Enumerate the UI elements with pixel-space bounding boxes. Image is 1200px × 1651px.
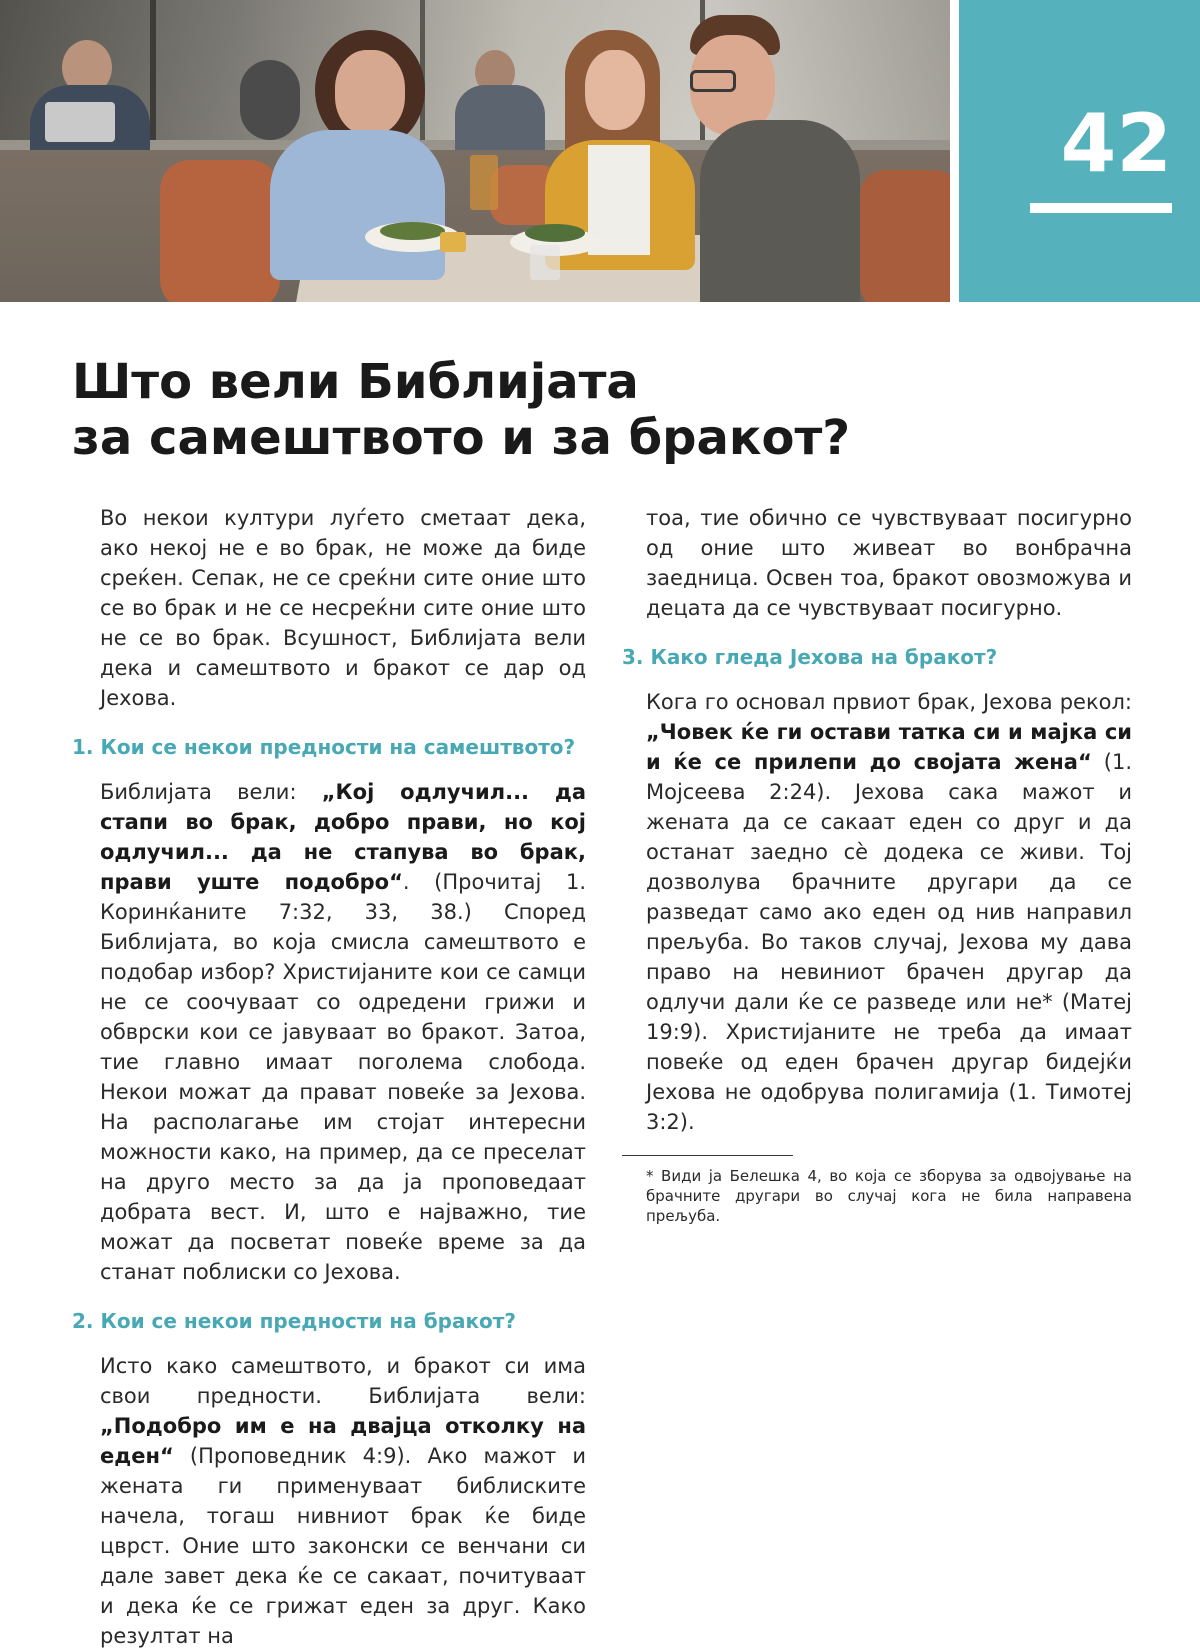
section-2-paragraph-continued: тоа, тие обично се чувствуваат посигурно од оние што живеат во вонбрачна заедница. Освен тоа, бракот овозможува и децата да се чувствуваат посигурно.: [646, 506, 1132, 620]
hero-photo: [0, 0, 950, 302]
section-1-text-before: Библијата вели:: [100, 780, 322, 804]
footnote: * Види ја Белешка 4, во која се зборува за одвојување на брачните другари во случај кога не била направена прељуба.: [646, 1167, 1132, 1225]
section-3-text-before: Кога го основал првиот брак, Јехова рекол:: [646, 690, 1132, 714]
section-3-paragraph: [646, 687, 1132, 1137]
section-2-paragraph: [100, 1351, 586, 1651]
intro-paragraph: Во некои култури луѓето сметаат дека, ако некој не е во брак, не може да биде среќен. Сепак, не се среќни сите оние што се во брак и не се несреќни сите оние што не се во брак. Всушност, Библијата вели дека и самештвото и бракот се дар од Јехова.: [100, 506, 586, 710]
section-3-text-after: (1. Мојсеева 2:24). Јехова сака мажот и жената да се сакаат еден со друг и да останат заедно сѐ додека се живи. Тој дозволува брачните другари да се разведат само ако еден од нив направил прељуба. Во таков случај, Јехова му дава право на невиниот брачен другар да одлучи дали ќе се разведе или не* (Матеј 19:9). Христијаните не треба да имаат повеќе од еден брачен другар бидејќи Јехова не одобрува полигамија (1. Тимотеј 3:2).: [646, 750, 1133, 1134]
question-1-heading: 1. Кои се некои предности на самештвото?: [72, 735, 576, 759]
section-2-scripture-quote: „Подобро им е на двајца отколку на еден“: [100, 1414, 586, 1468]
page-title-line-1: Што вели Библијата: [72, 354, 639, 410]
section-2-text-before: Исто како самештвото, и бракот си има свои предности. Библијата вели:: [100, 1354, 586, 1408]
section-2-text-after: (Проповедник 4:9). Ако мажот и жената ги применуваат библиските начела, тогаш нивниот брак ќе биде цврст. Оние што законски се венчани си дале завет дека ќе се сакаат, почитуваат и дека ќе се грижат еден за друг. Како резултат на: [100, 1444, 586, 1648]
section-1-scripture-quote: „Кој одлучил... да стапи во брак, добро прави, но кој одлучил... да не стапува во брак, прави уште подобро“: [100, 780, 586, 894]
section-1-paragraph: [100, 777, 586, 1287]
section-1-text-after: . (Прочитај 1. Коринќаните 7:32, 33, 38.) Според Библијата, во која смисла самештвото е подобар избор? Христијаните кои се самци не се соочуваат со одредени грижи и обврски кои се јавуваат во бракот. Затоа, тие главно имаат поголема слобода. Некои можат да прават повеќе за Јехова. На располагање им стојат интересни можности како, на пример, да се преселат на друго место за да ја проповедаат добрата вест. И, што е најважно, тие можат да посветат повеќе време за да станат поблиски со Јехова.: [100, 870, 586, 1284]
section-3-scripture-quote: „Човек ќе ги остави татка си и мајка си и ќе се прилепи до својата жена“: [646, 720, 1132, 774]
chapter-number: 42: [1060, 97, 1172, 190]
page-title: [72, 354, 892, 466]
question-2-heading: 2. Кои се некои предности на бракот?: [72, 1309, 516, 1333]
right-column: [622, 503, 1133, 1226]
chapter-number-box: [959, 0, 1200, 302]
left-column: [72, 503, 586, 1651]
question-3-heading: 3. Како гледа Јехова на бракот?: [622, 645, 998, 669]
footnote-divider: [622, 1155, 793, 1156]
chapter-number-underline: [1030, 203, 1172, 213]
page-title-line-2: за самештвото и за бракот?: [72, 410, 851, 466]
